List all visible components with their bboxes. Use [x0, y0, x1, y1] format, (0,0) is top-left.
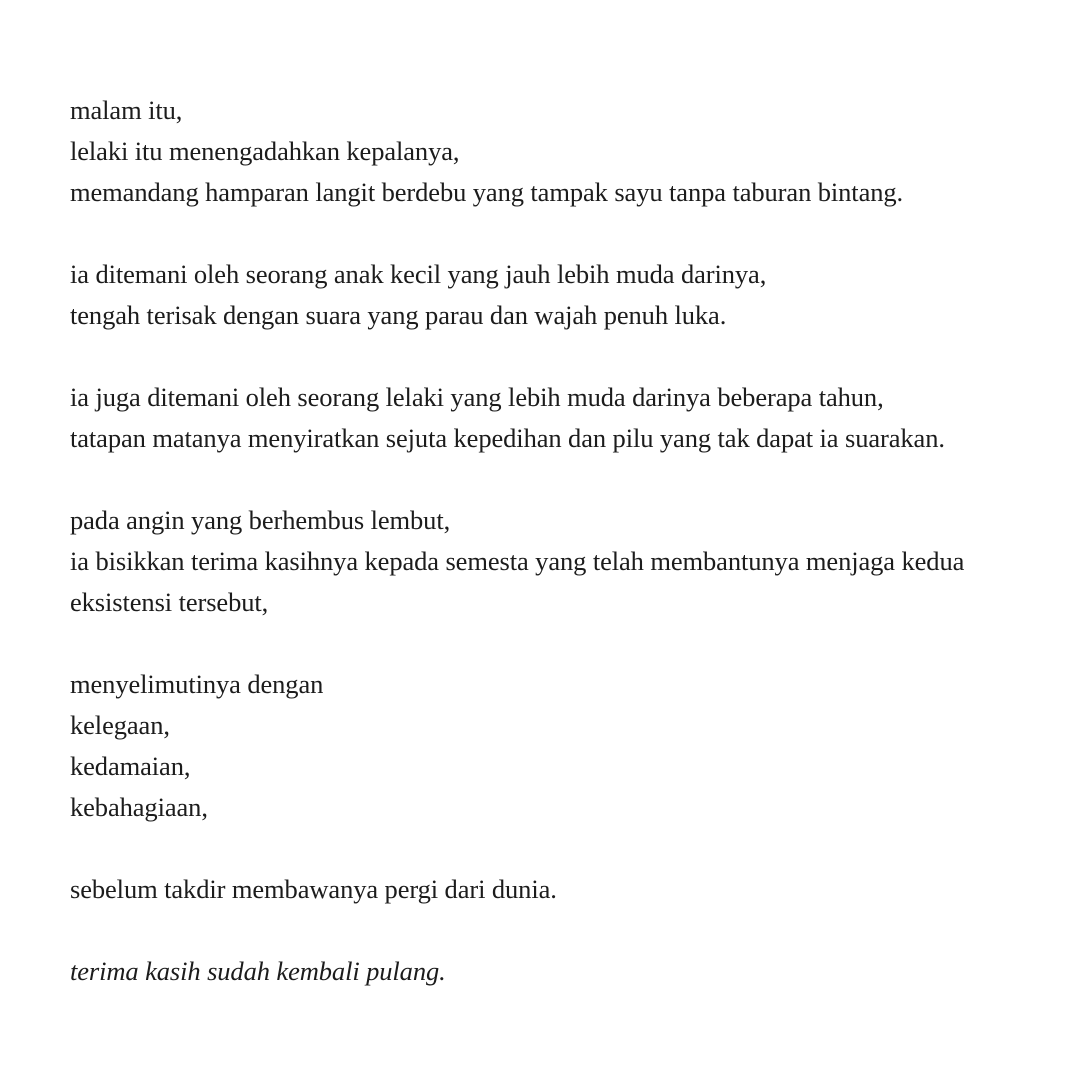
poem-line: menyelimutinya dengan [70, 669, 324, 699]
poem-line: tengah terisak dengan suara yang parau dan wajah penuh luka. [70, 300, 727, 330]
stanza-3 [70, 377, 1030, 459]
poem-line: pada angin yang berhembus lembut, [70, 505, 451, 535]
closing-line: terima kasih sudah kembali pulang. [70, 956, 446, 986]
poem-line: kelegaan, [70, 710, 170, 740]
poem-line: tatapan matanya menyiratkan sejuta kepedihan dan pilu yang tak dapat ia suarakan. [70, 423, 945, 453]
poem-line: malam itu, [70, 95, 183, 125]
poem-line: ia ditemani oleh seorang anak kecil yang jauh lebih muda darinya, [70, 259, 767, 289]
stanza-1 [70, 90, 1030, 213]
poem-line: kedamaian, [70, 751, 191, 781]
stanza-5 [70, 664, 1030, 828]
poem-line: sebelum takdir membawanya pergi dari dunia. [70, 874, 557, 904]
poem-line: memandang hamparan langit berdebu yang tampak sayu tanpa taburan bintang. [70, 177, 904, 207]
poem-line: ia bisikkan terima kasihnya kepada semesta yang telah membantunya menjaga kedua eksistensi tersebut, [70, 546, 965, 617]
poem-line: ia juga ditemani oleh seorang lelaki yang lebih muda darinya beberapa tahun, [70, 382, 884, 412]
stanza-4 [70, 500, 1030, 623]
poem-body [70, 90, 1030, 992]
poem-line: kebahagiaan, [70, 792, 208, 822]
poem-line: lelaki itu menengadahkan kepalanya, [70, 136, 460, 166]
stanza-6 [70, 869, 1030, 910]
stanza-2 [70, 254, 1030, 336]
